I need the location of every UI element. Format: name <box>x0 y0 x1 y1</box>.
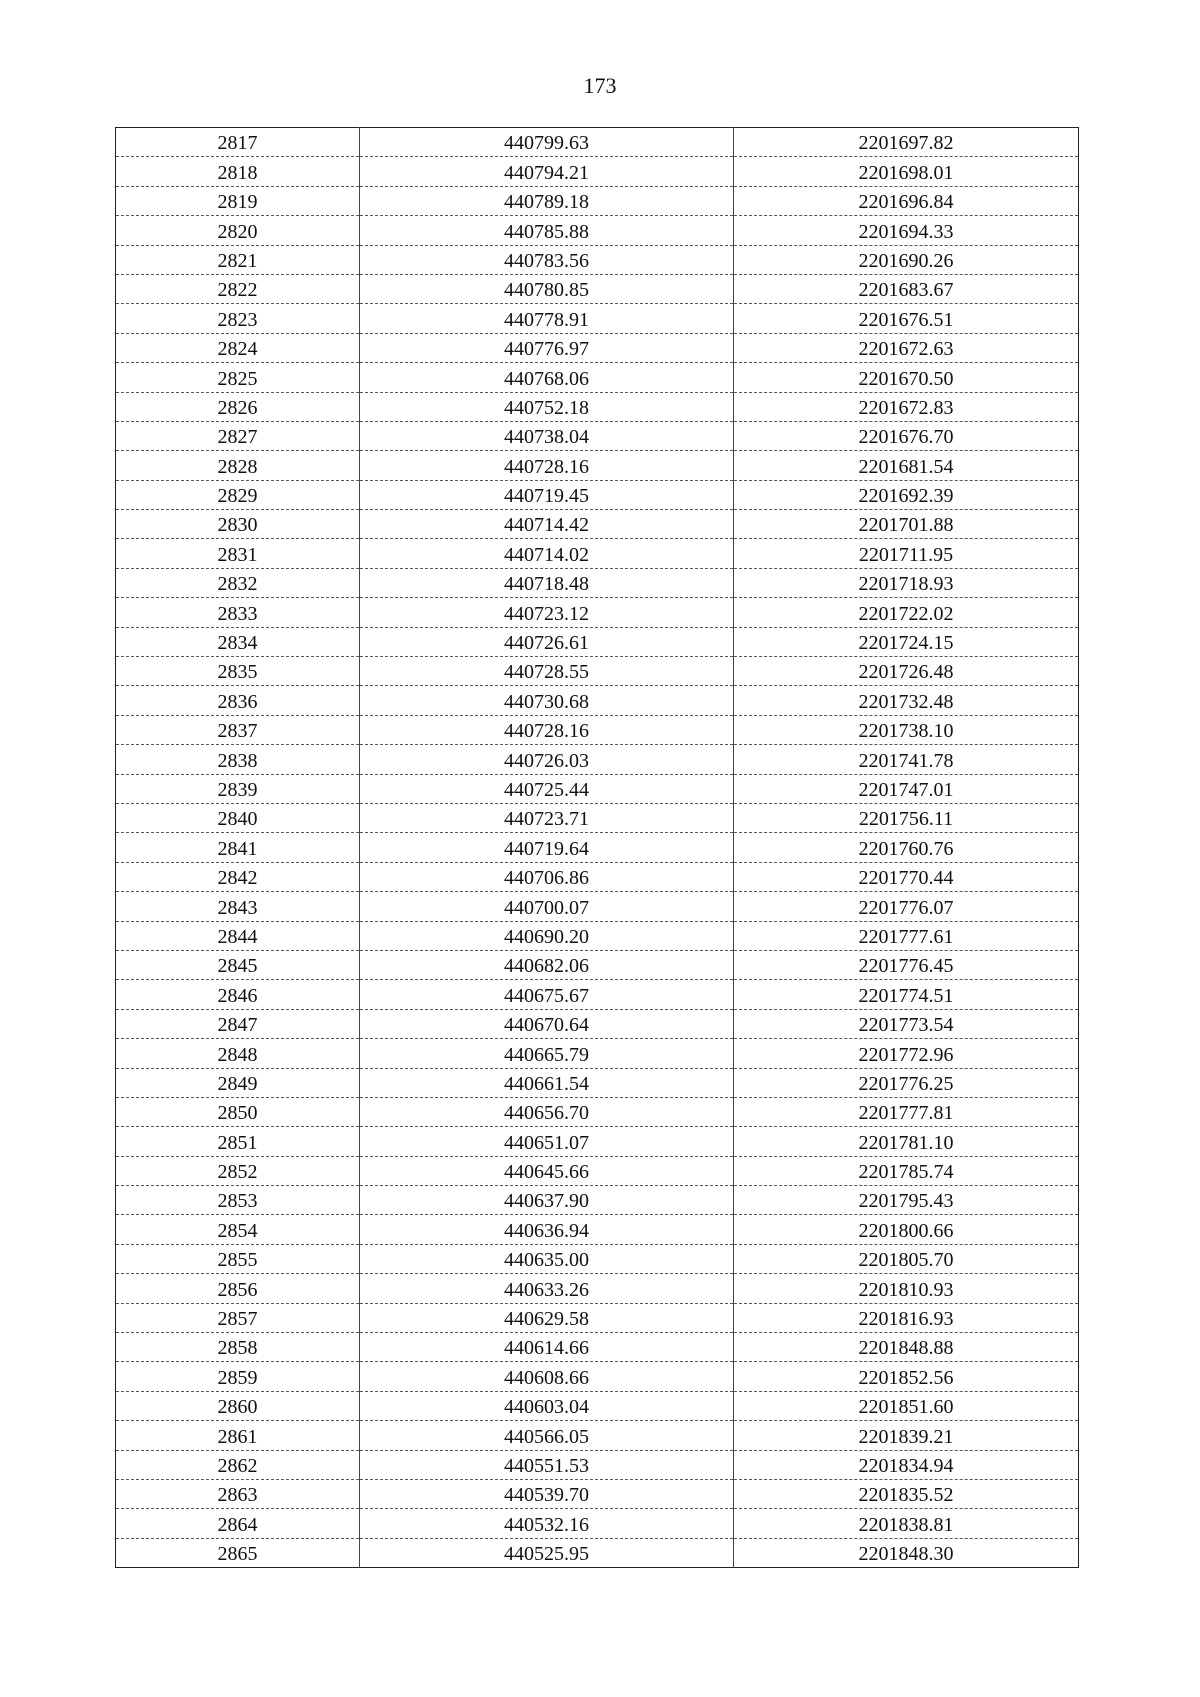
point-number-cell: 2843 <box>116 892 360 921</box>
point-number-cell: 2848 <box>116 1039 360 1068</box>
table-row <box>116 833 1079 862</box>
y-coordinate-cell: 2201776.07 <box>734 892 1079 921</box>
x-coordinate-cell: 440706.86 <box>360 862 734 891</box>
y-coordinate-cell: 2201676.70 <box>734 421 1079 450</box>
x-coordinate-cell: 440725.44 <box>360 774 734 803</box>
point-number-cell: 2823 <box>116 304 360 333</box>
table-row <box>116 1274 1079 1303</box>
table-row <box>116 1097 1079 1126</box>
y-coordinate-cell: 2201718.93 <box>734 568 1079 597</box>
point-number-cell: 2831 <box>116 539 360 568</box>
table-row <box>116 921 1079 950</box>
table-row <box>116 1333 1079 1362</box>
coordinate-table <box>115 127 1079 1568</box>
y-coordinate-cell: 2201776.45 <box>734 950 1079 979</box>
table-row <box>116 1127 1079 1156</box>
point-number-cell: 2837 <box>116 715 360 744</box>
table-row <box>116 333 1079 362</box>
y-coordinate-cell: 2201672.63 <box>734 333 1079 362</box>
x-coordinate-cell: 440525.95 <box>360 1538 734 1567</box>
x-coordinate-cell: 440539.70 <box>360 1479 734 1508</box>
y-coordinate-cell: 2201810.93 <box>734 1274 1079 1303</box>
table-row <box>116 1538 1079 1567</box>
table-row <box>116 950 1079 979</box>
table-row <box>116 363 1079 392</box>
y-coordinate-cell: 2201726.48 <box>734 657 1079 686</box>
point-number-cell: 2818 <box>116 157 360 186</box>
x-coordinate-cell: 440726.61 <box>360 627 734 656</box>
point-number-cell: 2835 <box>116 657 360 686</box>
table-row <box>116 1509 1079 1538</box>
point-number-cell: 2860 <box>116 1391 360 1420</box>
table-row <box>116 1186 1079 1215</box>
point-number-cell: 2838 <box>116 745 360 774</box>
x-coordinate-cell: 440532.16 <box>360 1509 734 1538</box>
y-coordinate-cell: 2201795.43 <box>734 1186 1079 1215</box>
x-coordinate-cell: 440636.94 <box>360 1215 734 1244</box>
table-row <box>116 451 1079 480</box>
y-coordinate-cell: 2201672.83 <box>734 392 1079 421</box>
x-coordinate-cell: 440723.12 <box>360 598 734 627</box>
point-number-cell: 2845 <box>116 950 360 979</box>
point-number-cell: 2858 <box>116 1333 360 1362</box>
point-number-cell: 2821 <box>116 245 360 274</box>
y-coordinate-cell: 2201738.10 <box>734 715 1079 744</box>
x-coordinate-cell: 440700.07 <box>360 892 734 921</box>
table-row <box>116 1362 1079 1391</box>
point-number-cell: 2855 <box>116 1244 360 1273</box>
point-number-cell: 2861 <box>116 1421 360 1450</box>
point-number-cell: 2844 <box>116 921 360 950</box>
table-row <box>116 539 1079 568</box>
y-coordinate-cell: 2201772.96 <box>734 1039 1079 1068</box>
coordinate-table-body <box>116 128 1079 1568</box>
x-coordinate-cell: 440789.18 <box>360 186 734 215</box>
y-coordinate-cell: 2201747.01 <box>734 774 1079 803</box>
point-number-cell: 2842 <box>116 862 360 891</box>
table-row <box>116 980 1079 1009</box>
table-row <box>116 216 1079 245</box>
x-coordinate-cell: 440714.42 <box>360 510 734 539</box>
table-row <box>116 1215 1079 1244</box>
table-row <box>116 1009 1079 1038</box>
y-coordinate-cell: 2201805.70 <box>734 1244 1079 1273</box>
y-coordinate-cell: 2201781.10 <box>734 1127 1079 1156</box>
point-number-cell: 2822 <box>116 274 360 303</box>
table-row <box>116 686 1079 715</box>
table-row <box>116 598 1079 627</box>
table-row <box>116 568 1079 597</box>
table-row <box>116 1450 1079 1479</box>
y-coordinate-cell: 2201692.39 <box>734 480 1079 509</box>
table-row <box>116 892 1079 921</box>
y-coordinate-cell: 2201785.74 <box>734 1156 1079 1185</box>
table-row <box>116 274 1079 303</box>
point-number-cell: 2856 <box>116 1274 360 1303</box>
y-coordinate-cell: 2201838.81 <box>734 1509 1079 1538</box>
y-coordinate-cell: 2201848.30 <box>734 1538 1079 1567</box>
x-coordinate-cell: 440783.56 <box>360 245 734 274</box>
x-coordinate-cell: 440670.64 <box>360 1009 734 1038</box>
page-number: 173 <box>583 73 617 98</box>
point-number-cell: 2862 <box>116 1450 360 1479</box>
point-number-cell: 2819 <box>116 186 360 215</box>
table-row <box>116 510 1079 539</box>
y-coordinate-cell: 2201770.44 <box>734 862 1079 891</box>
y-coordinate-cell: 2201696.84 <box>734 186 1079 215</box>
point-number-cell: 2834 <box>116 627 360 656</box>
x-coordinate-cell: 440637.90 <box>360 1186 734 1215</box>
table-row <box>116 1421 1079 1450</box>
point-number-cell: 2849 <box>116 1068 360 1097</box>
y-coordinate-cell: 2201777.81 <box>734 1097 1079 1126</box>
point-number-cell: 2851 <box>116 1127 360 1156</box>
y-coordinate-cell: 2201851.60 <box>734 1391 1079 1420</box>
y-coordinate-cell: 2201690.26 <box>734 245 1079 274</box>
point-number-cell: 2829 <box>116 480 360 509</box>
y-coordinate-cell: 2201848.88 <box>734 1333 1079 1362</box>
x-coordinate-cell: 440799.63 <box>360 128 734 157</box>
point-number-cell: 2857 <box>116 1303 360 1332</box>
table-row <box>116 627 1079 656</box>
table-row <box>116 657 1079 686</box>
point-number-cell: 2850 <box>116 1097 360 1126</box>
x-coordinate-cell: 440714.02 <box>360 539 734 568</box>
x-coordinate-cell: 440728.55 <box>360 657 734 686</box>
x-coordinate-cell: 440608.66 <box>360 1362 734 1391</box>
x-coordinate-cell: 440665.79 <box>360 1039 734 1068</box>
table-row <box>116 157 1079 186</box>
x-coordinate-cell: 440690.20 <box>360 921 734 950</box>
y-coordinate-cell: 2201776.25 <box>734 1068 1079 1097</box>
point-number-cell: 2854 <box>116 1215 360 1244</box>
x-coordinate-cell: 440723.71 <box>360 803 734 832</box>
y-coordinate-cell: 2201773.54 <box>734 1009 1079 1038</box>
table-row <box>116 1303 1079 1332</box>
x-coordinate-cell: 440752.18 <box>360 392 734 421</box>
x-coordinate-cell: 440603.04 <box>360 1391 734 1420</box>
x-coordinate-cell: 440651.07 <box>360 1127 734 1156</box>
x-coordinate-cell: 440719.64 <box>360 833 734 862</box>
table-row <box>116 1068 1079 1097</box>
x-coordinate-cell: 440780.85 <box>360 274 734 303</box>
point-number-cell: 2832 <box>116 568 360 597</box>
y-coordinate-cell: 2201816.93 <box>734 1303 1079 1332</box>
point-number-cell: 2841 <box>116 833 360 862</box>
x-coordinate-cell: 440768.06 <box>360 363 734 392</box>
y-coordinate-cell: 2201681.54 <box>734 451 1079 480</box>
y-coordinate-cell: 2201697.82 <box>734 128 1079 157</box>
y-coordinate-cell: 2201777.61 <box>734 921 1079 950</box>
point-number-cell: 2828 <box>116 451 360 480</box>
point-number-cell: 2820 <box>116 216 360 245</box>
y-coordinate-cell: 2201683.67 <box>734 274 1079 303</box>
x-coordinate-cell: 440682.06 <box>360 950 734 979</box>
x-coordinate-cell: 440719.45 <box>360 480 734 509</box>
table-row <box>116 128 1079 157</box>
x-coordinate-cell: 440661.54 <box>360 1068 734 1097</box>
point-number-cell: 2846 <box>116 980 360 1009</box>
x-coordinate-cell: 440551.53 <box>360 1450 734 1479</box>
point-number-cell: 2836 <box>116 686 360 715</box>
y-coordinate-cell: 2201834.94 <box>734 1450 1079 1479</box>
point-number-cell: 2864 <box>116 1509 360 1538</box>
point-number-cell: 2853 <box>116 1186 360 1215</box>
y-coordinate-cell: 2201774.51 <box>734 980 1079 1009</box>
y-coordinate-cell: 2201800.66 <box>734 1215 1079 1244</box>
table-row <box>116 1244 1079 1273</box>
table-row <box>116 745 1079 774</box>
point-number-cell: 2825 <box>116 363 360 392</box>
point-number-cell: 2847 <box>116 1009 360 1038</box>
table-row <box>116 1156 1079 1185</box>
point-number-cell: 2833 <box>116 598 360 627</box>
x-coordinate-cell: 440566.05 <box>360 1421 734 1450</box>
x-coordinate-cell: 440730.68 <box>360 686 734 715</box>
table-row <box>116 803 1079 832</box>
table-row <box>116 186 1079 215</box>
y-coordinate-cell: 2201676.51 <box>734 304 1079 333</box>
table-row <box>116 480 1079 509</box>
point-number-cell: 2839 <box>116 774 360 803</box>
x-coordinate-cell: 440794.21 <box>360 157 734 186</box>
table-row <box>116 862 1079 891</box>
y-coordinate-cell: 2201839.21 <box>734 1421 1079 1450</box>
y-coordinate-cell: 2201852.56 <box>734 1362 1079 1391</box>
x-coordinate-cell: 440728.16 <box>360 715 734 744</box>
y-coordinate-cell: 2201701.88 <box>734 510 1079 539</box>
x-coordinate-cell: 440614.66 <box>360 1333 734 1362</box>
point-number-cell: 2852 <box>116 1156 360 1185</box>
point-number-cell: 2817 <box>116 128 360 157</box>
x-coordinate-cell: 440633.26 <box>360 1274 734 1303</box>
x-coordinate-cell: 440738.04 <box>360 421 734 450</box>
x-coordinate-cell: 440656.70 <box>360 1097 734 1126</box>
x-coordinate-cell: 440785.88 <box>360 216 734 245</box>
y-coordinate-cell: 2201711.95 <box>734 539 1079 568</box>
x-coordinate-cell: 440728.16 <box>360 451 734 480</box>
y-coordinate-cell: 2201835.52 <box>734 1479 1079 1508</box>
point-number-cell: 2826 <box>116 392 360 421</box>
x-coordinate-cell: 440635.00 <box>360 1244 734 1273</box>
point-number-cell: 2827 <box>116 421 360 450</box>
table-row <box>116 715 1079 744</box>
point-number-cell: 2859 <box>116 1362 360 1391</box>
table-row <box>116 1479 1079 1508</box>
table-row <box>116 774 1079 803</box>
x-coordinate-cell: 440675.67 <box>360 980 734 1009</box>
y-coordinate-cell: 2201724.15 <box>734 627 1079 656</box>
y-coordinate-cell: 2201670.50 <box>734 363 1079 392</box>
y-coordinate-cell: 2201760.76 <box>734 833 1079 862</box>
x-coordinate-cell: 440629.58 <box>360 1303 734 1332</box>
point-number-cell: 2863 <box>116 1479 360 1508</box>
y-coordinate-cell: 2201741.78 <box>734 745 1079 774</box>
y-coordinate-cell: 2201722.02 <box>734 598 1079 627</box>
y-coordinate-cell: 2201698.01 <box>734 157 1079 186</box>
table-row <box>116 421 1079 450</box>
x-coordinate-cell: 440718.48 <box>360 568 734 597</box>
y-coordinate-cell: 2201732.48 <box>734 686 1079 715</box>
table-row <box>116 304 1079 333</box>
point-number-cell: 2824 <box>116 333 360 362</box>
x-coordinate-cell: 440726.03 <box>360 745 734 774</box>
y-coordinate-cell: 2201756.11 <box>734 803 1079 832</box>
table-row <box>116 245 1079 274</box>
x-coordinate-cell: 440776.97 <box>360 333 734 362</box>
point-number-cell: 2830 <box>116 510 360 539</box>
x-coordinate-cell: 440778.91 <box>360 304 734 333</box>
table-row <box>116 392 1079 421</box>
y-coordinate-cell: 2201694.33 <box>734 216 1079 245</box>
point-number-cell: 2865 <box>217 1543 258 1566</box>
table-row <box>116 1391 1079 1420</box>
x-coordinate-cell: 440645.66 <box>360 1156 734 1185</box>
table-row <box>116 1039 1079 1068</box>
point-number-cell: 2840 <box>116 803 360 832</box>
